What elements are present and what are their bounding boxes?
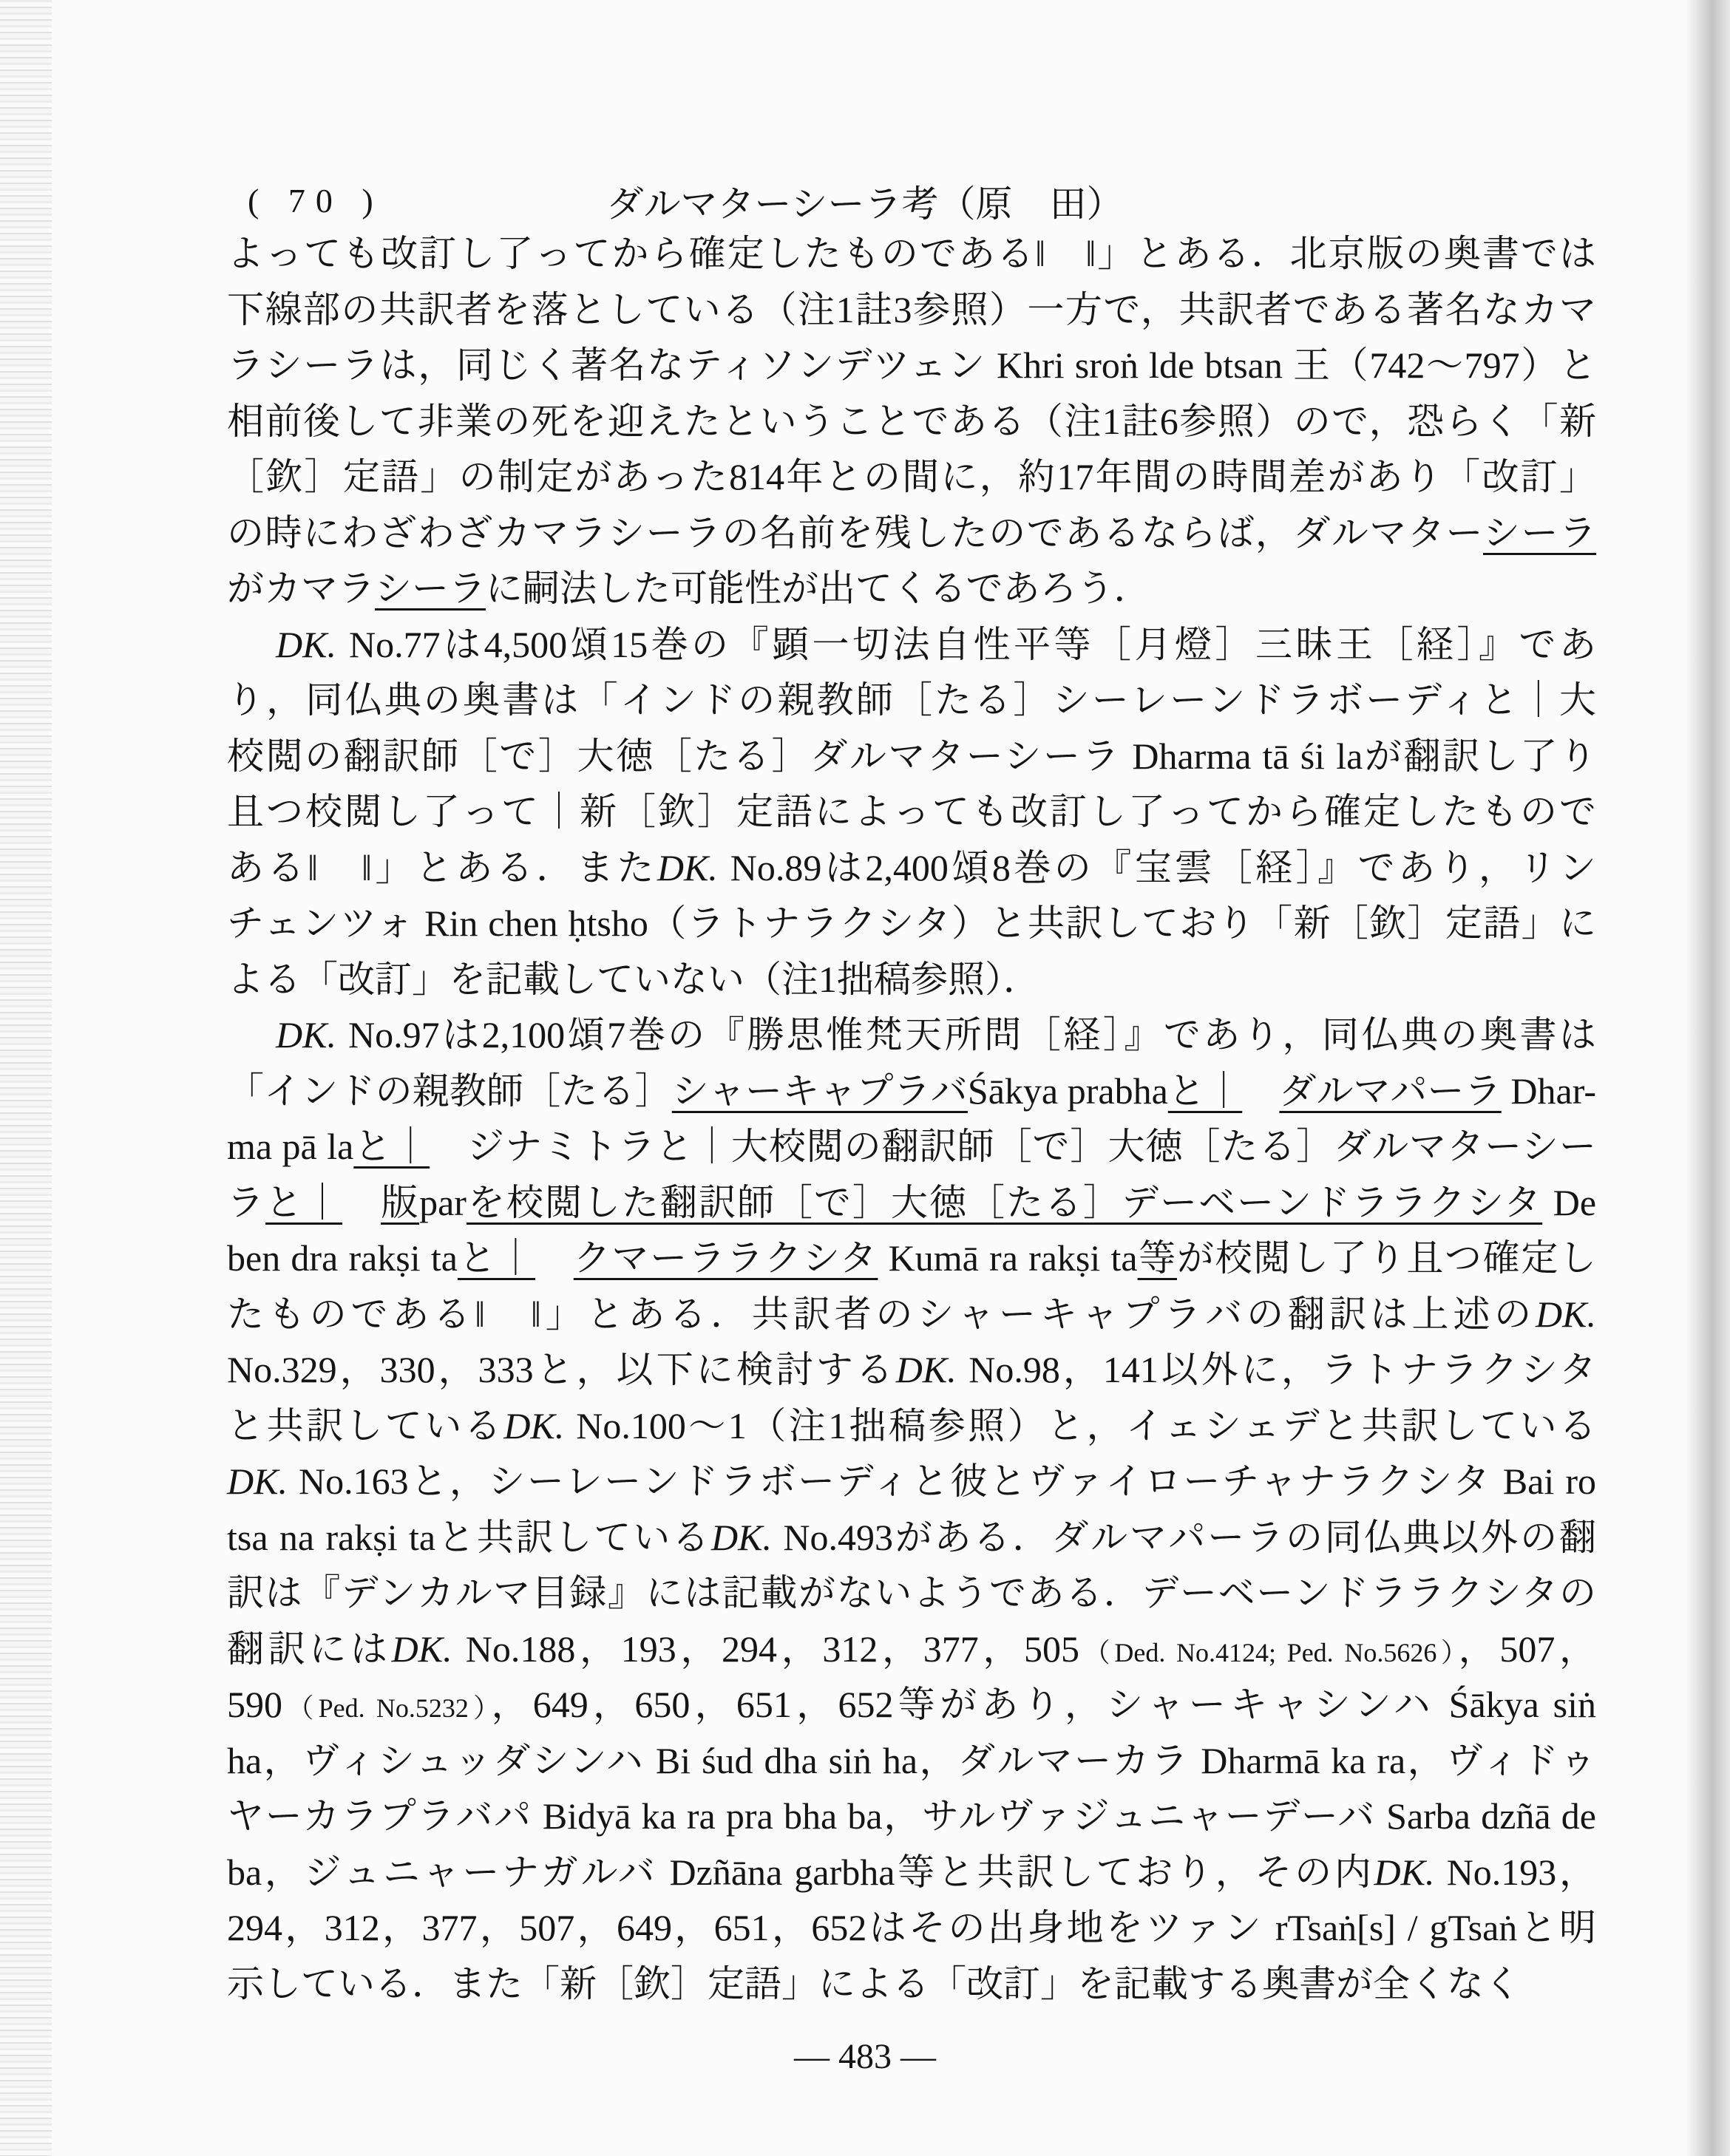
underlined-text: シャーキャプラバ <box>671 1070 968 1112</box>
text-line <box>227 840 1596 897</box>
underlined-text: 版 <box>381 1181 420 1223</box>
running-head-page-number: ( 70 ) <box>248 182 384 220</box>
footer-page-number: — 483 — <box>794 2037 936 2076</box>
text-segment: 校閲の翻訳師［で］大徳［たる］ダルマターシーラ Dharma tā śi laが翻訳し了り <box>227 735 1596 777</box>
text-segment: がカマラ <box>227 568 375 609</box>
text-line <box>227 673 1596 729</box>
text-segment: ヤーカラプラバパ Bidyā ka ra pra bha ba，サルヴァジュニャーデーバ Sarba dzñā de <box>227 1795 1596 1837</box>
scan-edge-right <box>1686 0 1730 2156</box>
italic-abbreviation: DK. <box>503 1404 565 1446</box>
text-line <box>227 784 1596 840</box>
text-segment <box>342 1182 381 1223</box>
underlined-text: を校閲した翻訳師［で］大徳［たる］デーベーンドララクシタ <box>466 1181 1543 1223</box>
text-segment: ラシーラは，同じく著名なティソンデツェン Khri sroṅ lde btsan 王（742～797）と <box>227 344 1596 386</box>
text-line <box>227 1342 1596 1398</box>
text-line <box>227 1231 1596 1287</box>
text-segment: 訳は『デンカルマ目録』には記載がないようである．デーベーンドララクシタの <box>227 1572 1596 1613</box>
text-line <box>227 1064 1596 1120</box>
text-segment: に嗣法した可能性が出てくるであろう． <box>486 568 1151 609</box>
text-line <box>227 1565 1596 1622</box>
text-segment: De <box>1542 1181 1597 1223</box>
text-line <box>227 506 1596 562</box>
italic-abbreviation: DK. <box>1374 1851 1435 1893</box>
text-segment: （Ped. No.5232） <box>282 1693 492 1723</box>
text-segment <box>1242 1070 1279 1112</box>
text-segment: No.329，330，333と，以下に検討する <box>227 1349 896 1390</box>
paragraph <box>227 226 1596 617</box>
text-segment: 「インドの親教師［たる］ <box>227 1070 672 1112</box>
text-segment <box>535 1237 574 1279</box>
running-head-title: ダルマターシーラ考（原 田） <box>606 183 1124 225</box>
text-segment: Śākya prabha <box>967 1070 1168 1112</box>
text-line <box>227 561 1596 617</box>
text-segment: No.97は2,100頌7巻の『勝思惟梵天所問［経］』であり，同仏典の奥書は <box>336 1014 1596 1055</box>
text-segment: の時にわざわざカマラシーラの名前を残したのであるならば，ダルマター <box>227 511 1483 554</box>
text-segment: No.77は4,500頌15巻の『顕一切法自性平等［月燈］三昧王［経］』であ <box>336 623 1596 665</box>
text-segment: 且つ校閲し了って｜新［欽］定語によっても改訂し了ってから確定したもので <box>227 791 1596 832</box>
underlined-text: と｜ <box>353 1126 430 1167</box>
text-segment: Kumā ra rakṣi ta <box>878 1237 1138 1279</box>
text-segment: No.163と，シーレーンドラボーディと彼とヴァイローチャナラクシタ Bai ro <box>287 1460 1596 1502</box>
text-segment: 下線部の共訳者を落としている（注1註3参照）一方で，共訳者である著名なカマ <box>227 288 1596 330</box>
text-segment: ［欽］定語」の制定があった814年との間に，約17年間の時間差があり「改訂」 <box>227 456 1596 497</box>
text-line <box>227 729 1596 785</box>
text-line <box>227 338 1596 394</box>
underlined-text: ダルマパーラ <box>1279 1070 1502 1112</box>
text-segment: ，649，650，651，652等があり，シャーキャシンハ Śākya siṅ <box>491 1684 1596 1725</box>
text-segment: 590 <box>227 1684 282 1725</box>
text-segment: 相前後して非業の死を迎えたということである（注1註6参照）ので，恐らく「新 <box>227 400 1596 442</box>
text-segment: ジナミトラと｜大校閲の翻訳師［で］大徳［たる］ダルマターシー <box>430 1126 1597 1167</box>
text-segment: No.193， <box>1434 1851 1597 1893</box>
text-segment: り，同仏典の奥書は「インドの親教師［たる］シーレーンドラボーディと｜大 <box>227 679 1596 721</box>
text-line <box>227 1677 1596 1733</box>
text-line <box>227 1956 1596 2013</box>
text-segment: と共訳している <box>227 1404 504 1446</box>
text-line <box>227 1845 1596 1901</box>
text-segment: （Ded. No.4124; Ped. No.5626） <box>1079 1637 1459 1667</box>
text-segment: よる「改訂」を記載していない（注1拙稿参照）． <box>227 958 1040 1000</box>
text-segment: Dhar- <box>1501 1070 1597 1112</box>
text-segment: No.89は2,400頌8巻の『宝雲［経］』であり，リン <box>717 846 1597 888</box>
underlined-text: クマーララクシタ <box>573 1237 878 1279</box>
text-line <box>227 449 1596 506</box>
text-segment: ha，ヴィシュッダシンハ Bi śud dha siṅ ha，ダルマーカラ Dharmā ka ra，ヴィドゥ <box>227 1739 1596 1781</box>
text-segment: ラ <box>227 1181 266 1223</box>
body-text <box>227 226 1596 2012</box>
text-line <box>227 1622 1596 1678</box>
text-segment: チェンツォ Rin chen ḥtsho（ラトナラクシタ）と共訳しており「新［欽］定語」に <box>227 902 1596 944</box>
italic-abbreviation: DK. <box>657 846 718 888</box>
text-segment: No.100～1（注1拙稿参照）と，イェシェデと共訳している <box>564 1404 1597 1446</box>
text-segment: tsa na rakṣi taと共訳している <box>227 1516 712 1558</box>
text-segment: ben dra rakṣi ta <box>227 1237 458 1279</box>
text-segment: 示している．また「新［欽］定語」による「改訂」を記載する奥書が全くなく <box>227 1962 1521 2004</box>
text-line <box>227 1454 1596 1510</box>
text-line <box>227 1789 1596 1845</box>
underlined-text: 等 <box>1137 1237 1177 1279</box>
italic-abbreviation: DK. <box>276 1014 336 1055</box>
text-line <box>227 282 1596 339</box>
text-line <box>227 1900 1596 1956</box>
text-line <box>227 226 1596 282</box>
text-line <box>227 617 1596 673</box>
text-line <box>227 1510 1596 1566</box>
text-segment: 294，312，377，507，649，651，652はその出身地をツァン rTsaṅ[s] / gTsaṅと明 <box>227 1907 1596 1948</box>
underlined-text: シーラ <box>1482 511 1597 554</box>
text-segment: ba，ジュニャーナガルバ Dzñāna garbha等と共訳しており，その内 <box>227 1851 1374 1893</box>
paragraph <box>227 617 1596 1008</box>
text-line <box>227 1733 1596 1789</box>
text-segment: ma pā la <box>227 1126 354 1167</box>
text-line <box>227 1398 1596 1455</box>
text-segment: par <box>419 1181 467 1223</box>
text-segment: ，507， <box>1458 1628 1596 1670</box>
text-line <box>227 1007 1596 1064</box>
italic-abbreviation: DK. <box>711 1516 772 1558</box>
italic-abbreviation: DK. <box>391 1628 452 1670</box>
italic-abbreviation: DK. <box>227 1460 288 1502</box>
text-segment: 翻訳には <box>227 1628 392 1670</box>
underlined-text: と｜ <box>265 1181 343 1223</box>
underlined-text: と｜ <box>1167 1070 1243 1112</box>
text-segment: ある‖ ‖」とある．また <box>227 846 657 888</box>
text-segment: No.188，193，294，312，377，505 <box>452 1628 1080 1670</box>
text-segment: No.493がある．ダルマパーラの同仏典以外の翻 <box>771 1516 1596 1558</box>
text-line <box>227 1175 1596 1231</box>
text-line <box>227 952 1596 1008</box>
scan-edge-left <box>0 0 52 2156</box>
text-segment: たものである‖ ‖」とある．共訳者のシャーキャプラバの翻訳は上述の <box>227 1293 1536 1335</box>
text-line <box>227 896 1596 952</box>
italic-abbreviation: DK. <box>1536 1293 1596 1335</box>
text-line <box>227 1119 1596 1175</box>
text-line <box>227 1287 1596 1343</box>
italic-abbreviation: DK. <box>276 623 336 665</box>
text-line <box>227 394 1596 450</box>
text-segment: が校閲し了り且つ確定し <box>1177 1237 1597 1279</box>
paragraph <box>227 1007 1596 2012</box>
underlined-text: シーラ <box>375 568 486 609</box>
italic-abbreviation: DK. <box>895 1349 957 1390</box>
text-segment: No.98，141以外に，ラトナラクシタ <box>956 1349 1596 1390</box>
underlined-text: と｜ <box>457 1237 536 1279</box>
text-segment: よっても改訂し了ってから確定したものである‖ ‖」とある．北京版の奥書では <box>227 233 1596 274</box>
